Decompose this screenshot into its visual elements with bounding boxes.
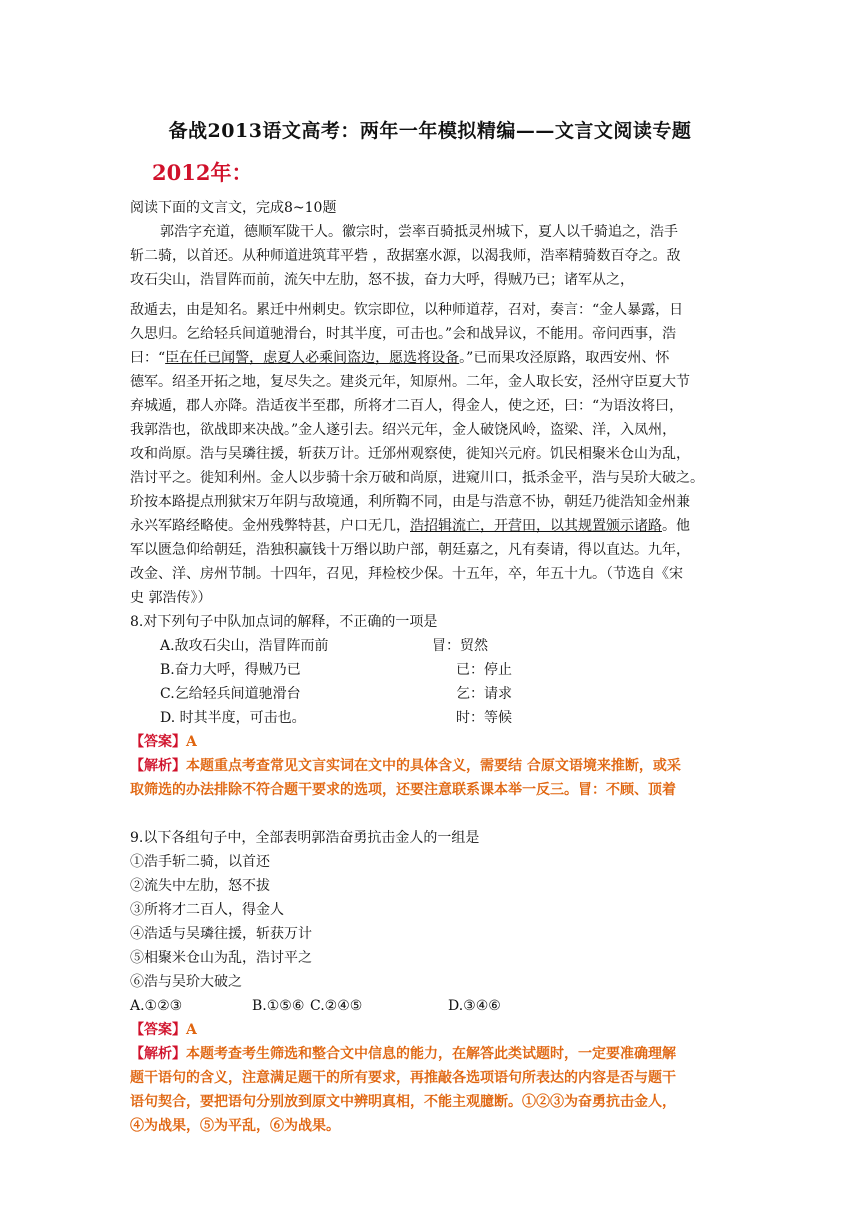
question-8-answer: 【答案】A: [130, 734, 197, 750]
underlined-sentence: 浩招辑流亡，开营田，以其规置颁示诸路: [410, 518, 662, 534]
question-9-choices: [130, 996, 501, 1016]
underlined-sentence: 臣在任已闻警，虑夏人必乘间盗边，愿选将设备: [165, 350, 460, 366]
question-9-item: ③所将才二百人，得金人: [130, 902, 284, 918]
passage-line: 久思归。乞给轻兵间道驰滑台，时其半度，可击也。”会和战异议，不能用。帝问西事，浩: [130, 326, 677, 342]
question-8-option-c: C.乞给轻兵间道驰滑台 乞：请求: [160, 686, 512, 702]
question-8-option-d: D. 时其半度，可击也。 时：等候: [160, 710, 512, 726]
passage-line: 攻石尖山，浩冒阵而前，流矢中左肋，怒不拔，奋力大呼，得贼乃已；诸军从之，: [130, 272, 634, 288]
question-8-analysis: 【解析】本题重点考查常见文言实词在文中的具体含义，需要结 合原文语境来推断，或采: [130, 758, 681, 774]
choice-a: A.①②③: [130, 998, 183, 1014]
question-9-answer: 【答案】A: [130, 1022, 197, 1038]
question-8-option-b: B.奋力大呼，得贼乃已 已：停止: [160, 662, 512, 678]
passage-line: 我郭浩也，欲战即来决战。”金人遂引去。绍兴元年，金人破饶风岭，盗梁、洋，入凤州，: [130, 422, 677, 438]
question-9-item: ②流失中左肋，怒不拔: [130, 878, 270, 894]
question-9-analysis-line: 题干语句的含义，注意满足题干的所有要求，再推敲各选项语句所表达的内容是否与题干: [130, 1070, 676, 1086]
passage-line: 浩讨平之。徙知利州。金人以步骑十余万破和尚原，进窥川口，抵杀金平，浩与吴玠大破之。: [130, 470, 704, 486]
year-heading: 2012年：: [152, 160, 253, 185]
passage-line: 曰：“臣在任已闻警，虑夏人必乘间盗边，愿选将设备。”已而果攻泾原路，取西安州、怀: [130, 350, 670, 366]
question-8-analysis-line: 取筛选的办法排除不符合题干要求的选项，还要注意联系课本举一反三。冒：不顾、顶着: [130, 782, 676, 798]
document-title: 备战2013语文高考：两年一年模拟精编——文言文阅读专题: [168, 120, 692, 142]
passage-line: 敌遁去，由是知名。累迁中州刺史。钦宗即位，以种师道荐，召对，奏言：“金人暴露，日: [130, 302, 684, 318]
question-9-analysis-line: ④为战果，⑤为平乱，⑥为战果。: [130, 1118, 340, 1134]
question-9-item: ⑤相聚米仓山为乱，浩讨平之: [130, 950, 312, 966]
question-9-analysis-line: 语句契合，要把语句分别放到原文中辨明真相，不能主观臆断。①②③为奋勇抗击金人，: [130, 1094, 676, 1110]
passage-line: 弃城遁，郡人亦降。浩适夜半至郡，所将才二百人，得金人，使之还，曰：“为语汝将曰，: [130, 398, 684, 414]
passage-line: 攻和尚原。浩与吴璘往援，斩获万计。迁邠州观察使，徙知兴元府。饥民相聚米仓山为乱，: [130, 446, 690, 462]
passage-line: 郭浩字充道，德顺军陇干人。徽宗时，尝率百骑抵灵州城下，夏人以千骑追之，浩手: [160, 224, 678, 240]
passage-line: 军以匮急仰给朝廷，浩独积赢钱十万缗以助户部，朝廷嘉之，凡有奏请，得以直达。九年，: [130, 542, 690, 558]
choice-d: D.③④⑥: [448, 998, 501, 1014]
question-9-item: ④浩适与吴璘往援，斩获万计: [130, 926, 312, 942]
choice-b: B.①⑤⑥: [252, 998, 305, 1014]
question-9-analysis: 【解析】本题考查考生筛选和整合文中信息的能力，在解答此类试题时，一定要准确理解: [130, 1046, 676, 1062]
question-8-stem: 8.对下列句子中队加点词的解释，不正确的一项是: [130, 614, 438, 630]
passage-line: 改金、洋、房州节制。十四年，召见，拜检校少保。十五年，卒，年五十九。（节选自《宋: [130, 566, 683, 582]
passage-line: 玠按本路提点刑狱宋万年阴与敌境通，利所鞫不同，由是与浩意不协，朝廷乃徙浩知金州兼: [130, 494, 690, 510]
passage-line: 德军。绍圣开拓之地，复尽失之。建炎元年，知原州。二年，金人取长安，泾州守臣夏大节: [130, 374, 690, 390]
passage-line: 史 郭浩传》）: [130, 590, 212, 606]
passage-line: 斩二骑，以首还。从种师道进筑茸平砦 ，敌据塞水源，以渴我师，浩率精骑数百夺之。敌: [130, 248, 681, 264]
question-9-item: ⑥浩与吴玠大破之: [130, 974, 242, 990]
question-9-stem: 9.以下各组句子中，全部表明郭浩奋勇抗击金人的一组是: [130, 830, 480, 846]
passage-line: 永兴军路经略使。金州残弊特甚，户口无几，浩招辑流亡，开营田，以其规置颁示诸路。他: [130, 518, 690, 534]
question-8-option-a: A.敌攻石尖山，浩冒阵而前 冒：贸然: [160, 638, 488, 654]
question-9-item: ①浩手斩二骑，以首还: [130, 854, 270, 870]
choice-c: C.②④⑤: [310, 998, 363, 1014]
reading-instruction: 阅读下面的文言文，完成8~10题: [130, 200, 337, 216]
